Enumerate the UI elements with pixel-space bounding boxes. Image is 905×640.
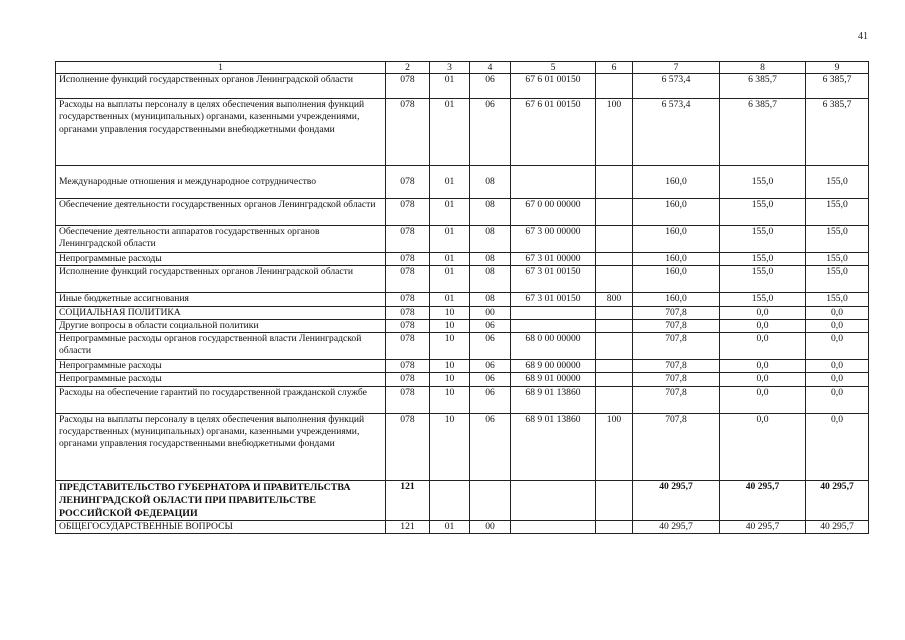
amount-col9: 155,0	[806, 293, 869, 306]
amount-col9: 40 295,7	[806, 520, 869, 533]
amount-col9: 155,0	[806, 226, 869, 253]
subsection-code: 06	[470, 74, 511, 99]
target-article-code: 67 6 01 00150	[511, 74, 596, 99]
ministry-code: 078	[386, 360, 430, 373]
target-article-code	[511, 319, 596, 332]
target-article-code	[511, 306, 596, 319]
target-article-code	[511, 480, 596, 520]
section-code: 01	[430, 266, 470, 293]
amount-col7: 707,8	[633, 373, 720, 386]
row-description: Расходы на обеспечение гарантий по государственной гражданской службе	[56, 386, 386, 413]
target-article-code: 67 3 00 00000	[511, 226, 596, 253]
row-description: Международные отношения и международное сотрудничество	[56, 166, 386, 199]
amount-col8: 155,0	[720, 266, 806, 293]
target-article-code: 68 9 01 13860	[511, 413, 596, 480]
amount-col8: 155,0	[720, 199, 806, 226]
amount-col7: 160,0	[633, 226, 720, 253]
table-row	[56, 226, 869, 253]
header-cell: 2	[386, 62, 430, 74]
table-row	[56, 520, 869, 533]
expense-type-code	[596, 373, 633, 386]
amount-col8: 155,0	[720, 293, 806, 306]
subsection-code: 06	[470, 333, 511, 360]
amount-col9: 0,0	[806, 306, 869, 319]
row-description: Расходы на выплаты персоналу в целях обеспечения выполнения функций государственных (муниципальных) органами, казенными учреждениями, органами управления государственными внебюджетными фондами	[56, 413, 386, 480]
target-article-code: 67 3 01 00150	[511, 293, 596, 306]
amount-col7: 707,8	[633, 333, 720, 360]
row-description: Обеспечение деятельности аппаратов государственных органов Ленинградской области	[56, 226, 386, 253]
ministry-code: 078	[386, 199, 430, 226]
expense-type-code: 100	[596, 413, 633, 480]
subsection-code: 06	[470, 360, 511, 373]
amount-col9: 0,0	[806, 319, 869, 332]
table-row	[56, 74, 869, 99]
table-row	[56, 413, 869, 480]
subsection-code: 06	[470, 319, 511, 332]
expense-type-code: 800	[596, 293, 633, 306]
amount-col8: 6 385,7	[720, 74, 806, 99]
row-description: Непрограммные расходы органов государственной власти Ленинградской области	[56, 333, 386, 360]
subsection-code: 08	[470, 199, 511, 226]
table-row	[56, 373, 869, 386]
header-cell: 8	[720, 62, 806, 74]
table-row	[56, 386, 869, 413]
subsection-code: 08	[470, 253, 511, 266]
amount-col8: 40 295,7	[720, 520, 806, 533]
subsection-code: 06	[470, 99, 511, 166]
amount-col7: 707,8	[633, 360, 720, 373]
row-description: Расходы на выплаты персоналу в целях обеспечения выполнения функций государственных (муниципальных) органами, казенными учреждениями, органами управления государственными внебюджетными фондами	[56, 99, 386, 166]
header-cell: 1	[56, 62, 386, 74]
ministry-code: 078	[386, 333, 430, 360]
amount-col8: 155,0	[720, 253, 806, 266]
header-cell: 5	[511, 62, 596, 74]
section-code: 10	[430, 306, 470, 319]
amount-col7: 160,0	[633, 253, 720, 266]
amount-col8: 40 295,7	[720, 480, 806, 520]
ministry-code: 078	[386, 266, 430, 293]
amount-col7: 160,0	[633, 166, 720, 199]
table-row	[56, 99, 869, 166]
subsection-code: 06	[470, 373, 511, 386]
header-row	[56, 62, 869, 74]
amount-col9: 155,0	[806, 253, 869, 266]
ministry-code: 078	[386, 306, 430, 319]
section-code: 10	[430, 413, 470, 480]
expense-type-code	[596, 166, 633, 199]
ministry-code: 078	[386, 99, 430, 166]
amount-col9: 0,0	[806, 333, 869, 360]
amount-col9: 0,0	[806, 373, 869, 386]
header-cell: 9	[806, 62, 869, 74]
budget-table	[55, 61, 869, 534]
target-article-code: 68 0 00 00000	[511, 333, 596, 360]
amount-col7: 707,8	[633, 319, 720, 332]
table-row	[56, 306, 869, 319]
ministry-code: 078	[386, 413, 430, 480]
ministry-code: 078	[386, 293, 430, 306]
section-code: 01	[430, 293, 470, 306]
amount-col7: 6 573,4	[633, 74, 720, 99]
subsection-code: 00	[470, 520, 511, 533]
amount-col9: 155,0	[806, 166, 869, 199]
subsection-code: 06	[470, 386, 511, 413]
subsection-code: 00	[470, 306, 511, 319]
section-code: 10	[430, 333, 470, 360]
expense-type-code	[596, 333, 633, 360]
ministry-code: 078	[386, 226, 430, 253]
amount-col7: 160,0	[633, 293, 720, 306]
row-description: Исполнение функций государственных органов Ленинградской области	[56, 74, 386, 99]
subsection-code: 08	[470, 226, 511, 253]
target-article-code: 68 9 00 00000	[511, 360, 596, 373]
section-code: 10	[430, 386, 470, 413]
target-article-code: 68 9 01 00000	[511, 373, 596, 386]
header-cell: 6	[596, 62, 633, 74]
amount-col9: 40 295,7	[806, 480, 869, 520]
amount-col8: 0,0	[720, 386, 806, 413]
table-row	[56, 199, 869, 226]
ministry-code: 121	[386, 480, 430, 520]
amount-col8: 155,0	[720, 166, 806, 199]
amount-col8: 0,0	[720, 360, 806, 373]
amount-col7: 40 295,7	[633, 520, 720, 533]
section-code: 01	[430, 74, 470, 99]
section-code	[430, 480, 470, 520]
ministry-code: 078	[386, 74, 430, 99]
target-article-code: 67 0 00 00000	[511, 199, 596, 226]
section-code: 10	[430, 360, 470, 373]
amount-col7: 6 573,4	[633, 99, 720, 166]
amount-col8: 155,0	[720, 226, 806, 253]
amount-col8: 0,0	[720, 306, 806, 319]
table-row	[56, 266, 869, 293]
amount-col9: 0,0	[806, 413, 869, 480]
amount-col8: 6 385,7	[720, 99, 806, 166]
amount-col7: 707,8	[633, 306, 720, 319]
subsection-code	[470, 480, 511, 520]
target-article-code: 68 9 01 13860	[511, 386, 596, 413]
header-cell: 7	[633, 62, 720, 74]
table-row	[56, 333, 869, 360]
expense-type-code	[596, 199, 633, 226]
expense-type-code	[596, 226, 633, 253]
row-description: ПРЕДСТАВИТЕЛЬСТВО ГУБЕРНАТОРА И ПРАВИТЕЛЬСТВА ЛЕНИНГРАДСКОЙ ОБЛАСТИ ПРИ ПРАВИТЕЛЬСТВЕ РОССИЙСКОЙ ФЕДЕРАЦИИ	[56, 480, 386, 520]
amount-col7: 160,0	[633, 266, 720, 293]
expense-type-code	[596, 520, 633, 533]
amount-col7: 160,0	[633, 199, 720, 226]
table-row	[56, 360, 869, 373]
target-article-code: 67 3 01 00000	[511, 253, 596, 266]
subsection-code: 06	[470, 413, 511, 480]
amount-col7: 707,8	[633, 386, 720, 413]
ministry-code: 078	[386, 319, 430, 332]
expense-type-code	[596, 253, 633, 266]
header-cell: 3	[430, 62, 470, 74]
section-code: 01	[430, 199, 470, 226]
row-description: Обеспечение деятельности государственных органов Ленинградской области	[56, 199, 386, 226]
amount-col9: 155,0	[806, 199, 869, 226]
expense-type-code	[596, 360, 633, 373]
amount-col8: 0,0	[720, 333, 806, 360]
expense-type-code	[596, 319, 633, 332]
section-code: 10	[430, 373, 470, 386]
row-description: Другие вопросы в области социальной политики	[56, 319, 386, 332]
table-row	[56, 319, 869, 332]
amount-col9: 6 385,7	[806, 74, 869, 99]
ministry-code: 078	[386, 253, 430, 266]
ministry-code: 078	[386, 386, 430, 413]
target-article-code: 67 3 01 00150	[511, 266, 596, 293]
row-description: Непрограммные расходы	[56, 373, 386, 386]
row-description: СОЦИАЛЬНАЯ ПОЛИТИКА	[56, 306, 386, 319]
section-code: 10	[430, 319, 470, 332]
table-row	[56, 166, 869, 199]
amount-col9: 0,0	[806, 360, 869, 373]
table-row	[56, 480, 869, 520]
header-cell: 4	[470, 62, 511, 74]
expense-type-code	[596, 266, 633, 293]
section-code: 01	[430, 99, 470, 166]
row-description: Непрограммные расходы	[56, 253, 386, 266]
subsection-code: 08	[470, 293, 511, 306]
target-article-code	[511, 520, 596, 533]
expense-type-code	[596, 306, 633, 319]
expense-type-code	[596, 386, 633, 413]
expense-type-code: 100	[596, 99, 633, 166]
amount-col7: 40 295,7	[633, 480, 720, 520]
amount-col9: 6 385,7	[806, 99, 869, 166]
amount-col8: 0,0	[720, 413, 806, 480]
expense-type-code	[596, 74, 633, 99]
table-row	[56, 293, 869, 306]
section-code: 01	[430, 226, 470, 253]
section-code: 01	[430, 253, 470, 266]
amount-col8: 0,0	[720, 373, 806, 386]
page-number: 41	[858, 31, 868, 42]
amount-col7: 707,8	[633, 413, 720, 480]
amount-col9: 0,0	[806, 386, 869, 413]
row-description: Исполнение функций государственных органов Ленинградской области	[56, 266, 386, 293]
table-row	[56, 253, 869, 266]
expense-type-code	[596, 480, 633, 520]
amount-col9: 155,0	[806, 266, 869, 293]
subsection-code: 08	[470, 266, 511, 293]
amount-col8: 0,0	[720, 319, 806, 332]
ministry-code: 078	[386, 166, 430, 199]
row-description: Иные бюджетные ассигнования	[56, 293, 386, 306]
target-article-code	[511, 166, 596, 199]
row-description: Непрограммные расходы	[56, 360, 386, 373]
target-article-code: 67 6 01 00150	[511, 99, 596, 166]
row-description: ОБЩЕГОСУДАРСТВЕННЫЕ ВОПРОСЫ	[56, 520, 386, 533]
section-code: 01	[430, 520, 470, 533]
ministry-code: 121	[386, 520, 430, 533]
subsection-code: 08	[470, 166, 511, 199]
section-code: 01	[430, 166, 470, 199]
ministry-code: 078	[386, 373, 430, 386]
